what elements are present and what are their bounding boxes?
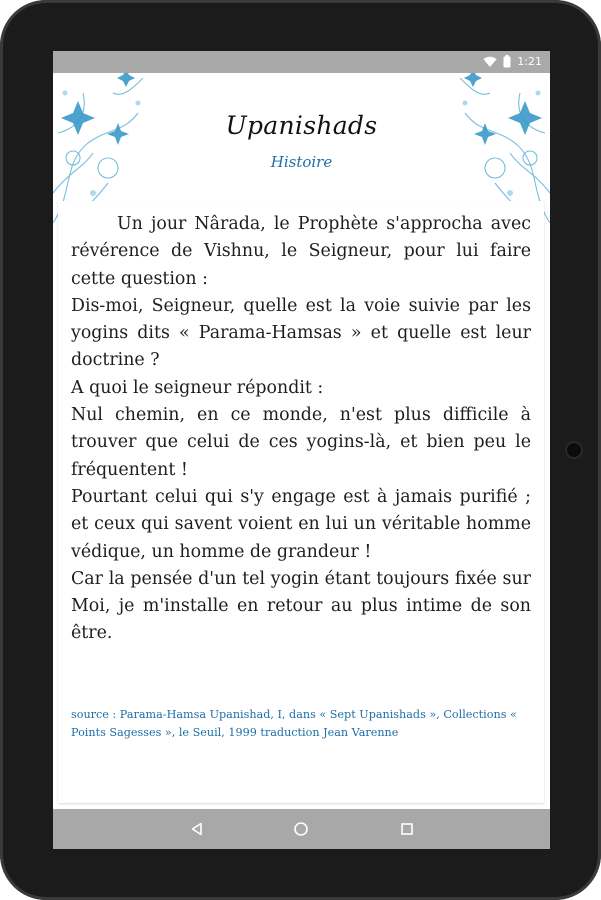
source-citation: source : Parama-Hamsa Upanishad, I, dans « Sept Upanishads », Collections « Points Sagesses », le Seuil, 1999 traduction Jean Varenne [71, 708, 517, 739]
article-view[interactable] [53, 73, 550, 809]
passage-paragraph: Un jour Nârada, le Prophète s'approcha avec révérence de Vishnu, le Seigneur, pour lui faire cette question : [71, 214, 531, 289]
passage-paragraph: Nul chemin, en ce monde, n'est plus difficile à trouver que celui de ces yogins-là, et bien peu le fréquentent ! [71, 405, 531, 480]
battery-icon [503, 55, 511, 68]
passage-text [71, 211, 531, 648]
navigation-bar [53, 809, 550, 849]
passage-paragraph: Pourtant celui qui s'y engage est à jamais purifié ; et ceux qui savent voient en lui un véritable homme védique, un homme de grandeur ! [71, 486, 531, 562]
passage-paragraph: Car la pensée d'un tel yogin étant toujours fixée sur Moi, je m'installe en retour au plus intime de son être. [71, 568, 531, 644]
passage-paragraph: Dis-moi, Seigneur, quelle est la voie suivie par les yogins dits « Parama-Hamsas » et quelle est leur doctrine ? [71, 295, 531, 371]
front-camera [567, 443, 581, 457]
passage-paragraph: A quoi le seigneur répondit : [71, 377, 324, 398]
passage-card [58, 201, 544, 803]
page-subtitle: Histoire [270, 153, 333, 171]
page-title: Upanishads [225, 111, 378, 140]
screen [53, 51, 550, 849]
status-time: 1:21 [517, 55, 542, 68]
recents-icon[interactable] [397, 819, 417, 839]
home-icon[interactable] [291, 819, 311, 839]
wifi-icon [483, 56, 497, 68]
back-icon[interactable] [187, 819, 207, 839]
status-bar [53, 51, 550, 73]
